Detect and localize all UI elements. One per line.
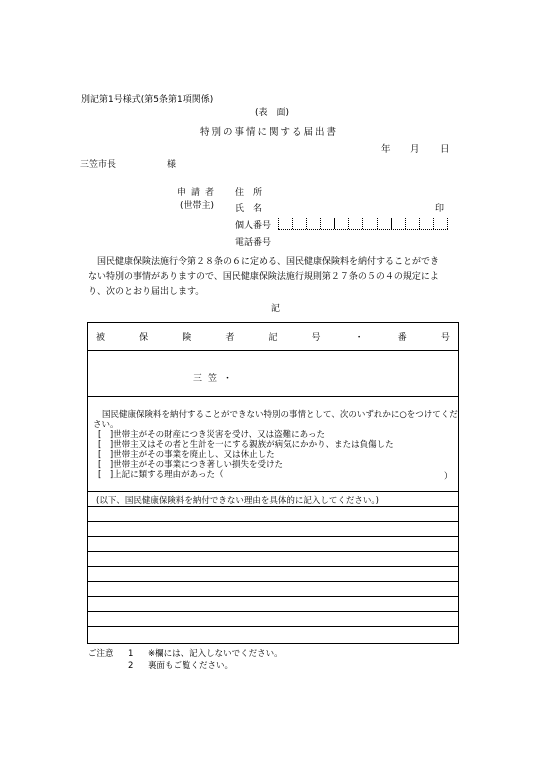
mynumber-label: 個人番号 xyxy=(235,221,272,231)
header-char: 険 xyxy=(182,333,192,343)
date-day: 日 xyxy=(440,144,450,155)
reason-options xyxy=(98,430,394,480)
close-paren: ） xyxy=(444,472,453,482)
face-label: (表 面) xyxy=(255,108,290,118)
ki-marker: 記 xyxy=(271,304,281,314)
header-char: 号 xyxy=(311,333,321,343)
reason-option-business-loss[interactable]: [ ]世帯主がその事業につき著しい損失を受けた xyxy=(98,460,283,470)
reason-option-illness[interactable]: [ ]世帯主又はその者と生計を一にする親族が病気にかかり、または負傷した xyxy=(98,440,394,450)
address-label: 住 所 xyxy=(235,188,263,198)
seal-mark: 印 xyxy=(435,204,445,214)
phone-label: 電話番号 xyxy=(235,238,272,248)
writing-line[interactable] xyxy=(88,581,458,582)
body-line-3: り、次のとおり届出します。 xyxy=(88,287,205,297)
note-number: 2 xyxy=(128,661,134,671)
reason-option-disaster[interactable]: [ ]世帯主がその財産につき災害を受け、又は盗難にあった xyxy=(98,430,326,440)
header-char: ・ xyxy=(354,333,364,343)
header-char: 被 xyxy=(96,333,106,343)
addressee-honorific: 様 xyxy=(167,160,177,170)
notes xyxy=(88,648,283,672)
header-char: 者 xyxy=(225,333,235,343)
note-text: ※欄には、記入しないでください。 xyxy=(148,649,283,659)
reason-option-other[interactable]: [ ]上記に類する理由があった（ xyxy=(98,470,224,480)
note-text: 裏面もご覧ください。 xyxy=(148,661,234,671)
writing-line[interactable] xyxy=(88,551,458,552)
writing-line[interactable] xyxy=(88,506,458,507)
date-year: 年 xyxy=(381,144,391,155)
body-line-2: ない特別の事情がありますので、国民健康保険法施行規則第２７条の５の４の規定によ xyxy=(88,272,439,282)
document-title: 特別の事情に関する届出書 xyxy=(200,127,339,138)
header-char: 記 xyxy=(268,333,278,343)
detail-instruction: (以下、国民健康保険料を納付できない理由を具体的に記入してください。) xyxy=(96,496,379,506)
writing-line[interactable] xyxy=(88,626,458,627)
table-divider xyxy=(88,491,458,492)
household-head-label: (世帯主) xyxy=(180,201,215,211)
applicant-label: 申請者 xyxy=(177,188,220,198)
writing-line[interactable] xyxy=(88,596,458,597)
note-number: 1 xyxy=(128,649,134,659)
writing-line[interactable] xyxy=(88,566,458,567)
header-char: 番 xyxy=(397,333,407,343)
notes-label: ご注意 xyxy=(88,649,114,659)
insured-number-header xyxy=(96,330,450,344)
body-line-1: 国民健康保険法施行令第２８条の６に定める、国民健康保険料を納付することができ xyxy=(97,257,440,267)
addressee: 三笠市長 xyxy=(80,160,117,170)
writing-line[interactable] xyxy=(88,611,458,612)
header-char: 号 xyxy=(440,333,450,343)
date-month: 月 xyxy=(410,144,420,155)
mynumber-field[interactable] xyxy=(278,218,448,230)
writing-line[interactable] xyxy=(88,536,458,537)
writing-line[interactable] xyxy=(88,521,458,522)
table-divider xyxy=(88,350,458,351)
insured-number-prefix: 三笠・ xyxy=(193,374,239,384)
header-char: 保 xyxy=(139,333,149,343)
reason-option-business-closure[interactable]: [ ]世帯主がその事業を廃止し、又は休止した xyxy=(98,450,275,460)
body-paragraph xyxy=(88,255,468,300)
table-divider xyxy=(88,396,458,397)
name-label: 氏 名 xyxy=(235,204,263,214)
form-reference: 別記第1号様式(第5条第1項関係) xyxy=(81,95,214,105)
reason-instruction: 国民健康保険料を納付することができない特別の事情として、次のいずれかに○をつけてください。 xyxy=(93,410,458,430)
form-table xyxy=(87,322,459,644)
